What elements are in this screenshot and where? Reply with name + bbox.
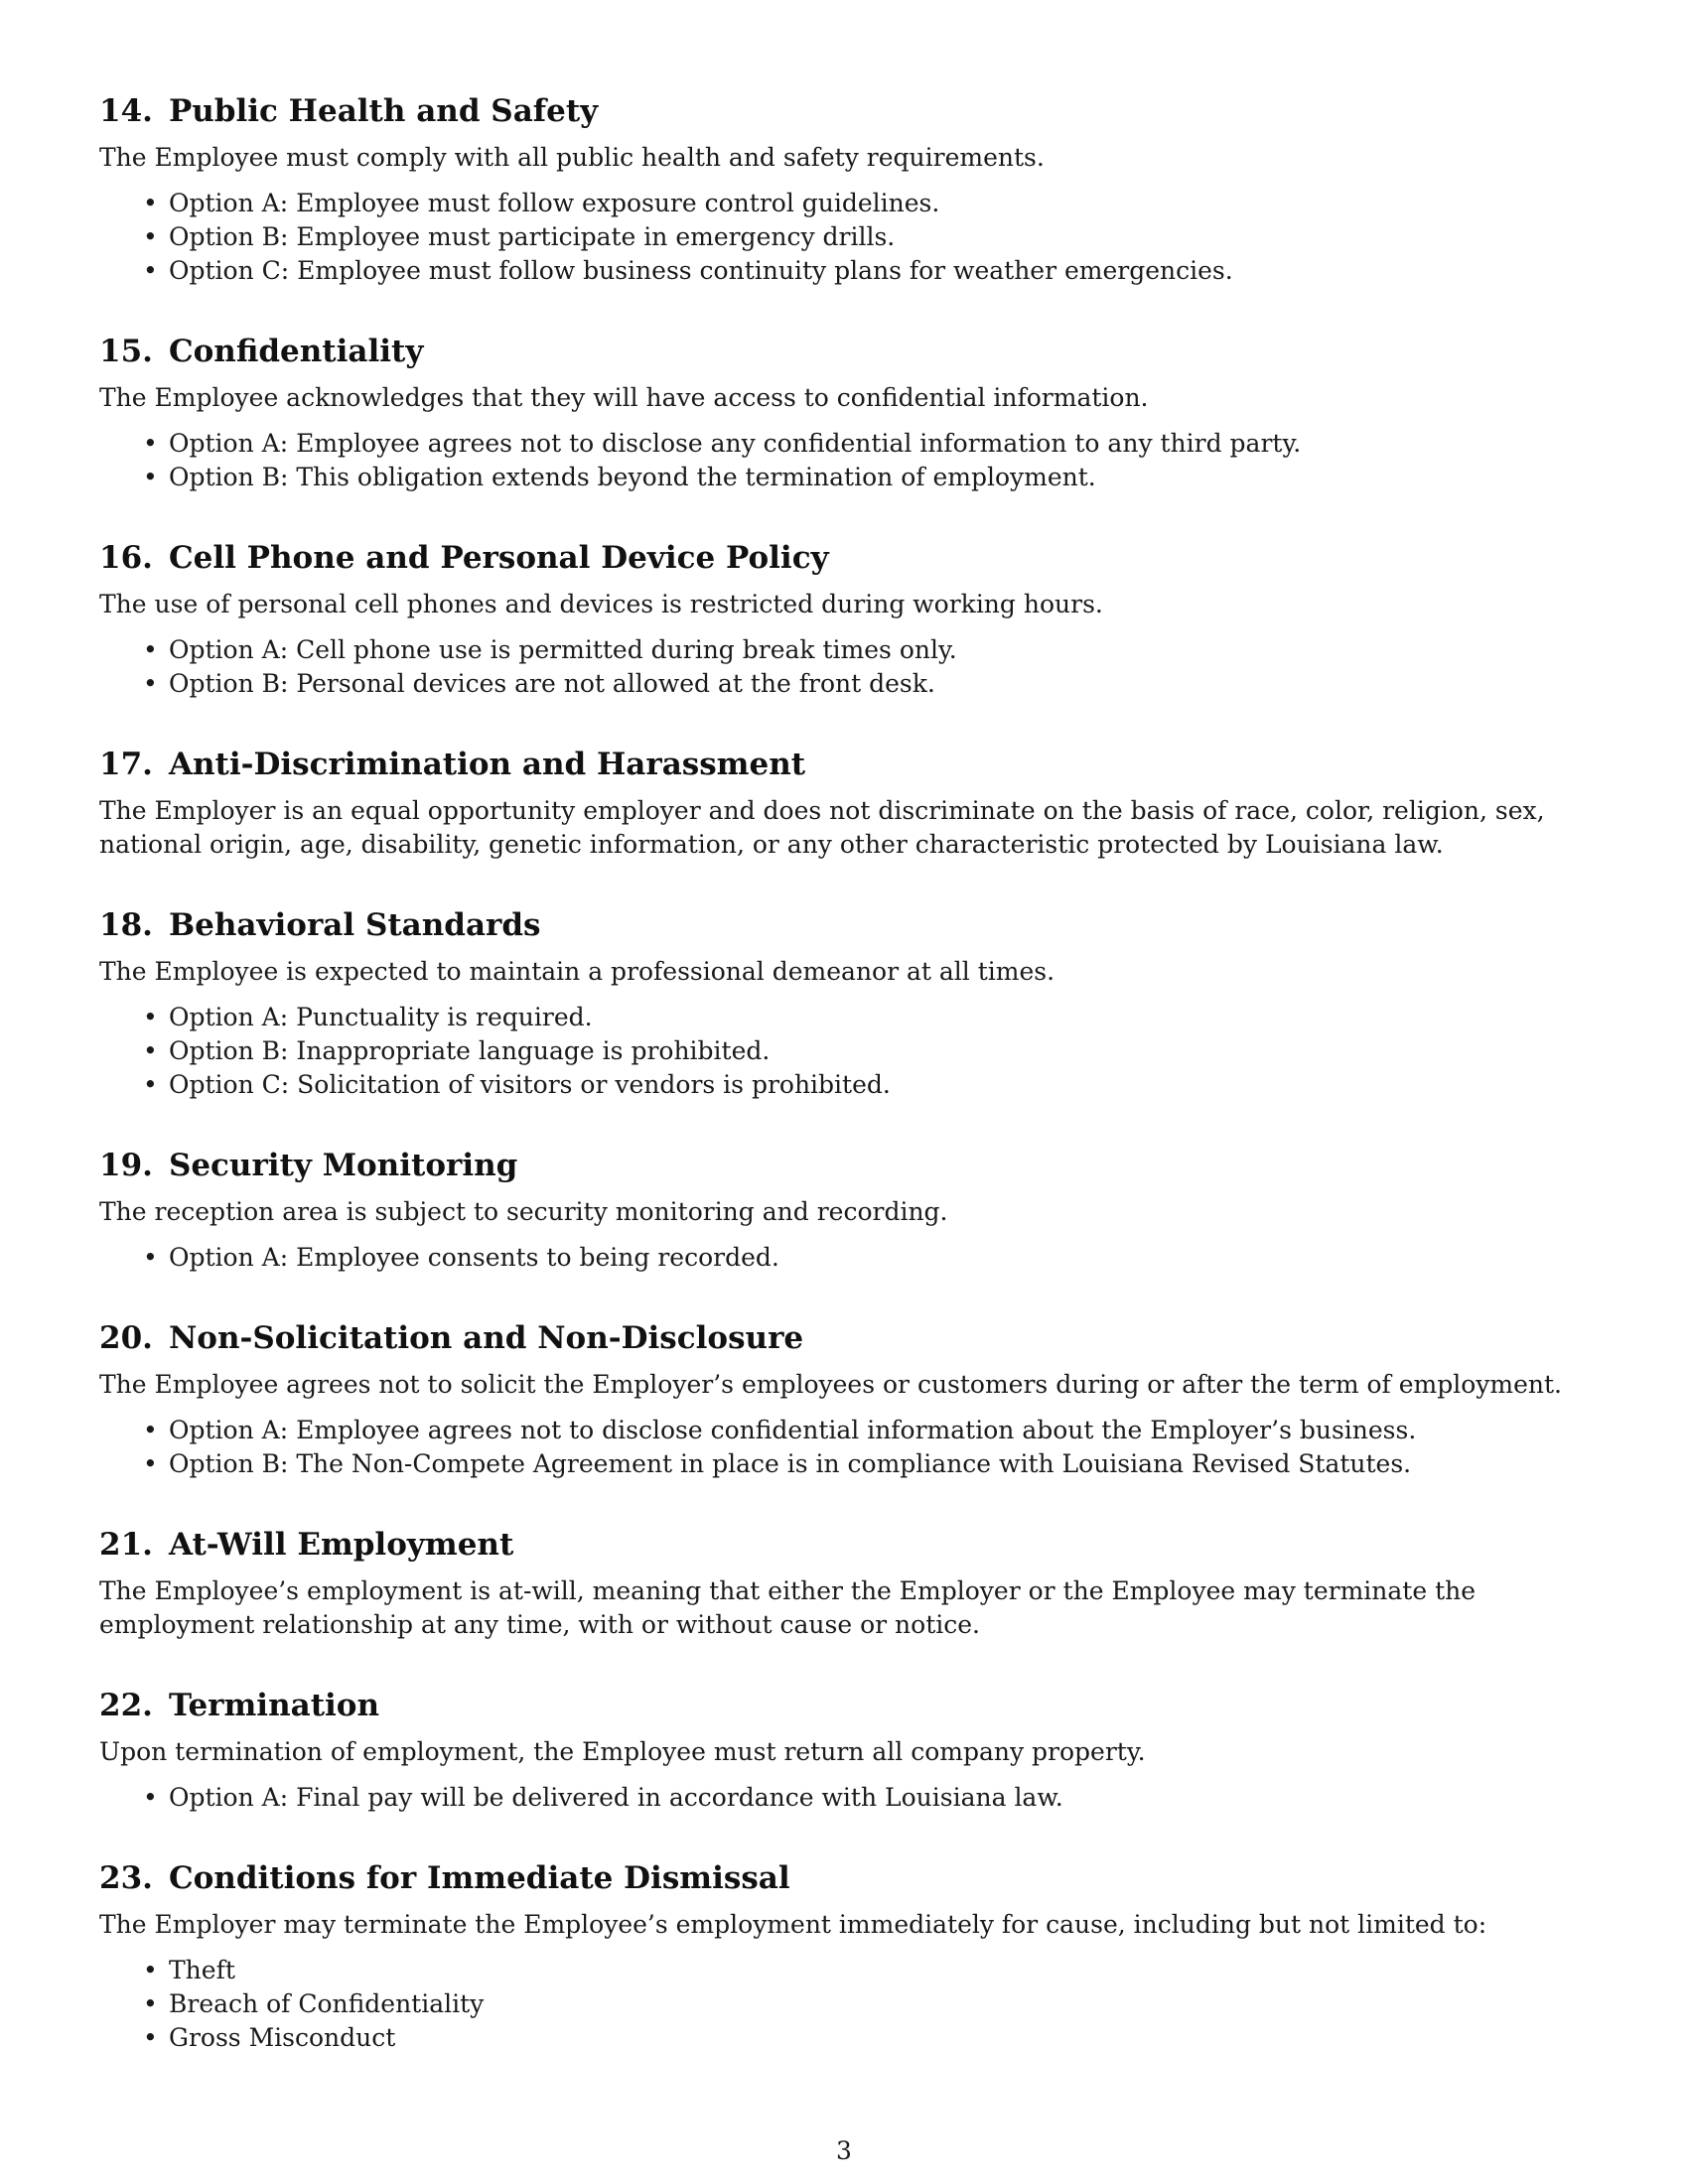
list-item xyxy=(143,254,1589,288)
section-paragraph: The Employer may terminate the Employee’s employment immediately for cause, including but not limited to: xyxy=(99,1910,1487,1939)
bullet-icon: • xyxy=(143,189,158,217)
section-heading xyxy=(99,745,1589,784)
bullet-icon: • xyxy=(143,222,158,251)
section-heading xyxy=(99,1318,1589,1358)
list-item xyxy=(143,2021,1589,2055)
list-item xyxy=(143,220,1589,254)
section-number: 19. xyxy=(99,1148,153,1183)
list-item-text: Option A: Cell phone use is permitted during break times only. xyxy=(169,635,957,664)
bullet-icon: • xyxy=(143,1243,158,1272)
section-number: 17. xyxy=(99,747,153,782)
bullet-icon: • xyxy=(143,256,158,285)
section-number: 15. xyxy=(99,334,153,369)
list-item-text: Option A: Employee agrees not to disclose confidential information about the Employer’s business. xyxy=(169,1416,1417,1444)
list-item-text: Gross Misconduct xyxy=(169,2023,396,2052)
section-number: 21. xyxy=(99,1527,153,1563)
document-page xyxy=(99,91,1589,2099)
section-23 xyxy=(99,1858,1589,2055)
section-heading xyxy=(99,1858,1589,1898)
section-heading xyxy=(99,1525,1589,1565)
section-title: Cell Phone and Personal Device Policy xyxy=(168,540,829,576)
bullet-icon: • xyxy=(143,463,158,491)
list-item-text: Theft xyxy=(169,1956,235,1984)
list-item-text: Option B: Personal devices are not allowed at the front desk. xyxy=(169,669,935,698)
bullet-list xyxy=(99,1001,1589,1102)
list-item xyxy=(143,1241,1589,1275)
section-title: At-Will Employment xyxy=(168,1527,514,1563)
list-item-text: Option B: The Non-Compete Agreement in place is in compliance with Louisiana Revised Statutes. xyxy=(169,1449,1412,1478)
bullet-icon: • xyxy=(143,1003,158,1031)
list-item xyxy=(143,1447,1589,1481)
section-paragraph: The Employee acknowledges that they will have access to confidential information. xyxy=(99,383,1149,412)
bullet-list xyxy=(99,427,1589,494)
section-heading xyxy=(99,1686,1589,1725)
list-item xyxy=(143,1034,1589,1068)
section-number: 18. xyxy=(99,907,153,943)
bullet-list xyxy=(99,1954,1589,2055)
list-item xyxy=(143,633,1589,667)
section-paragraph: The Employee’s employment is at-will, meaning that either the Employer or the Employee may terminate the employment relationship at any time, with or without cause or notice. xyxy=(99,1576,1477,1639)
section-17 xyxy=(99,745,1589,862)
section-15 xyxy=(99,332,1589,494)
section-number: 20. xyxy=(99,1320,153,1356)
section-paragraph: The use of personal cell phones and devices is restricted during working hours. xyxy=(99,590,1103,618)
section-paragraph: The Employer is an equal opportunity employer and does not discriminate on the basis of race, color, religion, sex, national origin, age, disability, genetic information, or any other characteristic protected by Louisiana law. xyxy=(99,796,1545,859)
bullet-icon: • xyxy=(143,1036,158,1065)
bullet-icon: • xyxy=(143,1956,158,1984)
list-item-text: Option A: Employee must follow exposure control guidelines. xyxy=(169,189,940,217)
list-item xyxy=(143,1414,1589,1447)
list-item xyxy=(143,187,1589,220)
bullet-icon: • xyxy=(143,2023,158,2052)
section-14 xyxy=(99,91,1589,288)
page-number: 3 xyxy=(836,2136,852,2165)
section-number: 16. xyxy=(99,540,153,576)
bullet-list xyxy=(99,187,1589,288)
list-item xyxy=(143,1068,1589,1102)
list-item xyxy=(143,1987,1589,2021)
list-item-text: Option C: Solicitation of visitors or vendors is prohibited. xyxy=(169,1070,891,1099)
bullet-icon: • xyxy=(143,429,158,458)
section-heading xyxy=(99,332,1589,371)
section-18 xyxy=(99,905,1589,1102)
section-title: Anti-Discrimination and Harassment xyxy=(168,747,806,782)
list-item-text: Breach of Confidentiality xyxy=(169,1989,485,2018)
bullet-icon: • xyxy=(143,1989,158,2018)
list-item-text: Option B: Employee must participate in emergency drills. xyxy=(169,222,896,251)
section-paragraph: The Employee is expected to maintain a professional demeanor at all times. xyxy=(99,957,1055,986)
list-item-text: Option C: Employee must follow business continuity plans for weather emergencies. xyxy=(169,256,1233,285)
section-title: Confidentiality xyxy=(168,334,424,369)
section-22 xyxy=(99,1686,1589,1815)
list-item-text: Option B: Inappropriate language is prohibited. xyxy=(169,1036,771,1065)
list-item-text: Option A: Final pay will be delivered in accordance with Louisiana law. xyxy=(169,1783,1063,1812)
section-20 xyxy=(99,1318,1589,1481)
section-heading xyxy=(99,1146,1589,1185)
bullet-list xyxy=(99,1414,1589,1481)
list-item-text: Option A: Employee agrees not to disclose any confidential information to any third party. xyxy=(169,429,1302,458)
section-19 xyxy=(99,1146,1589,1275)
list-item xyxy=(143,1954,1589,1987)
bullet-icon: • xyxy=(143,1783,158,1812)
bullet-icon: • xyxy=(143,1449,158,1478)
section-title: Public Health and Safety xyxy=(168,93,599,129)
section-title: Conditions for Immediate Dismissal xyxy=(168,1860,790,1896)
section-paragraph: The reception area is subject to security monitoring and recording. xyxy=(99,1197,948,1226)
list-item-text: Option A: Punctuality is required. xyxy=(169,1003,593,1031)
section-number: 22. xyxy=(99,1688,153,1723)
section-16 xyxy=(99,538,1589,701)
list-item xyxy=(143,1781,1589,1815)
list-item xyxy=(143,1001,1589,1034)
list-item xyxy=(143,667,1589,701)
bullet-list xyxy=(99,1241,1589,1275)
list-item-text: Option A: Employee consents to being recorded. xyxy=(169,1243,779,1272)
bullet-list xyxy=(99,1781,1589,1815)
section-paragraph: The Employee must comply with all public health and safety requirements. xyxy=(99,143,1045,172)
bullet-icon: • xyxy=(143,669,158,698)
bullet-list xyxy=(99,633,1589,701)
section-21 xyxy=(99,1525,1589,1642)
list-item xyxy=(143,427,1589,461)
section-number: 14. xyxy=(99,93,153,129)
section-heading xyxy=(99,538,1589,578)
list-item-text: Option B: This obligation extends beyond the termination of employment. xyxy=(169,463,1096,491)
section-title: Security Monitoring xyxy=(168,1148,518,1183)
list-item xyxy=(143,461,1589,494)
section-title: Behavioral Standards xyxy=(168,907,541,943)
section-paragraph: Upon termination of employment, the Employee must return all company property. xyxy=(99,1737,1146,1766)
section-heading xyxy=(99,905,1589,945)
section-title: Termination xyxy=(168,1688,380,1723)
bullet-icon: • xyxy=(143,1416,158,1444)
bullet-icon: • xyxy=(143,1070,158,1099)
section-number: 23. xyxy=(99,1860,153,1896)
bullet-icon: • xyxy=(143,635,158,664)
section-paragraph: The Employee agrees not to solicit the Employer’s employees or customers during or after the term of employment. xyxy=(99,1370,1562,1399)
section-heading xyxy=(99,91,1589,131)
section-title: Non-Solicitation and Non-Disclosure xyxy=(168,1320,804,1356)
